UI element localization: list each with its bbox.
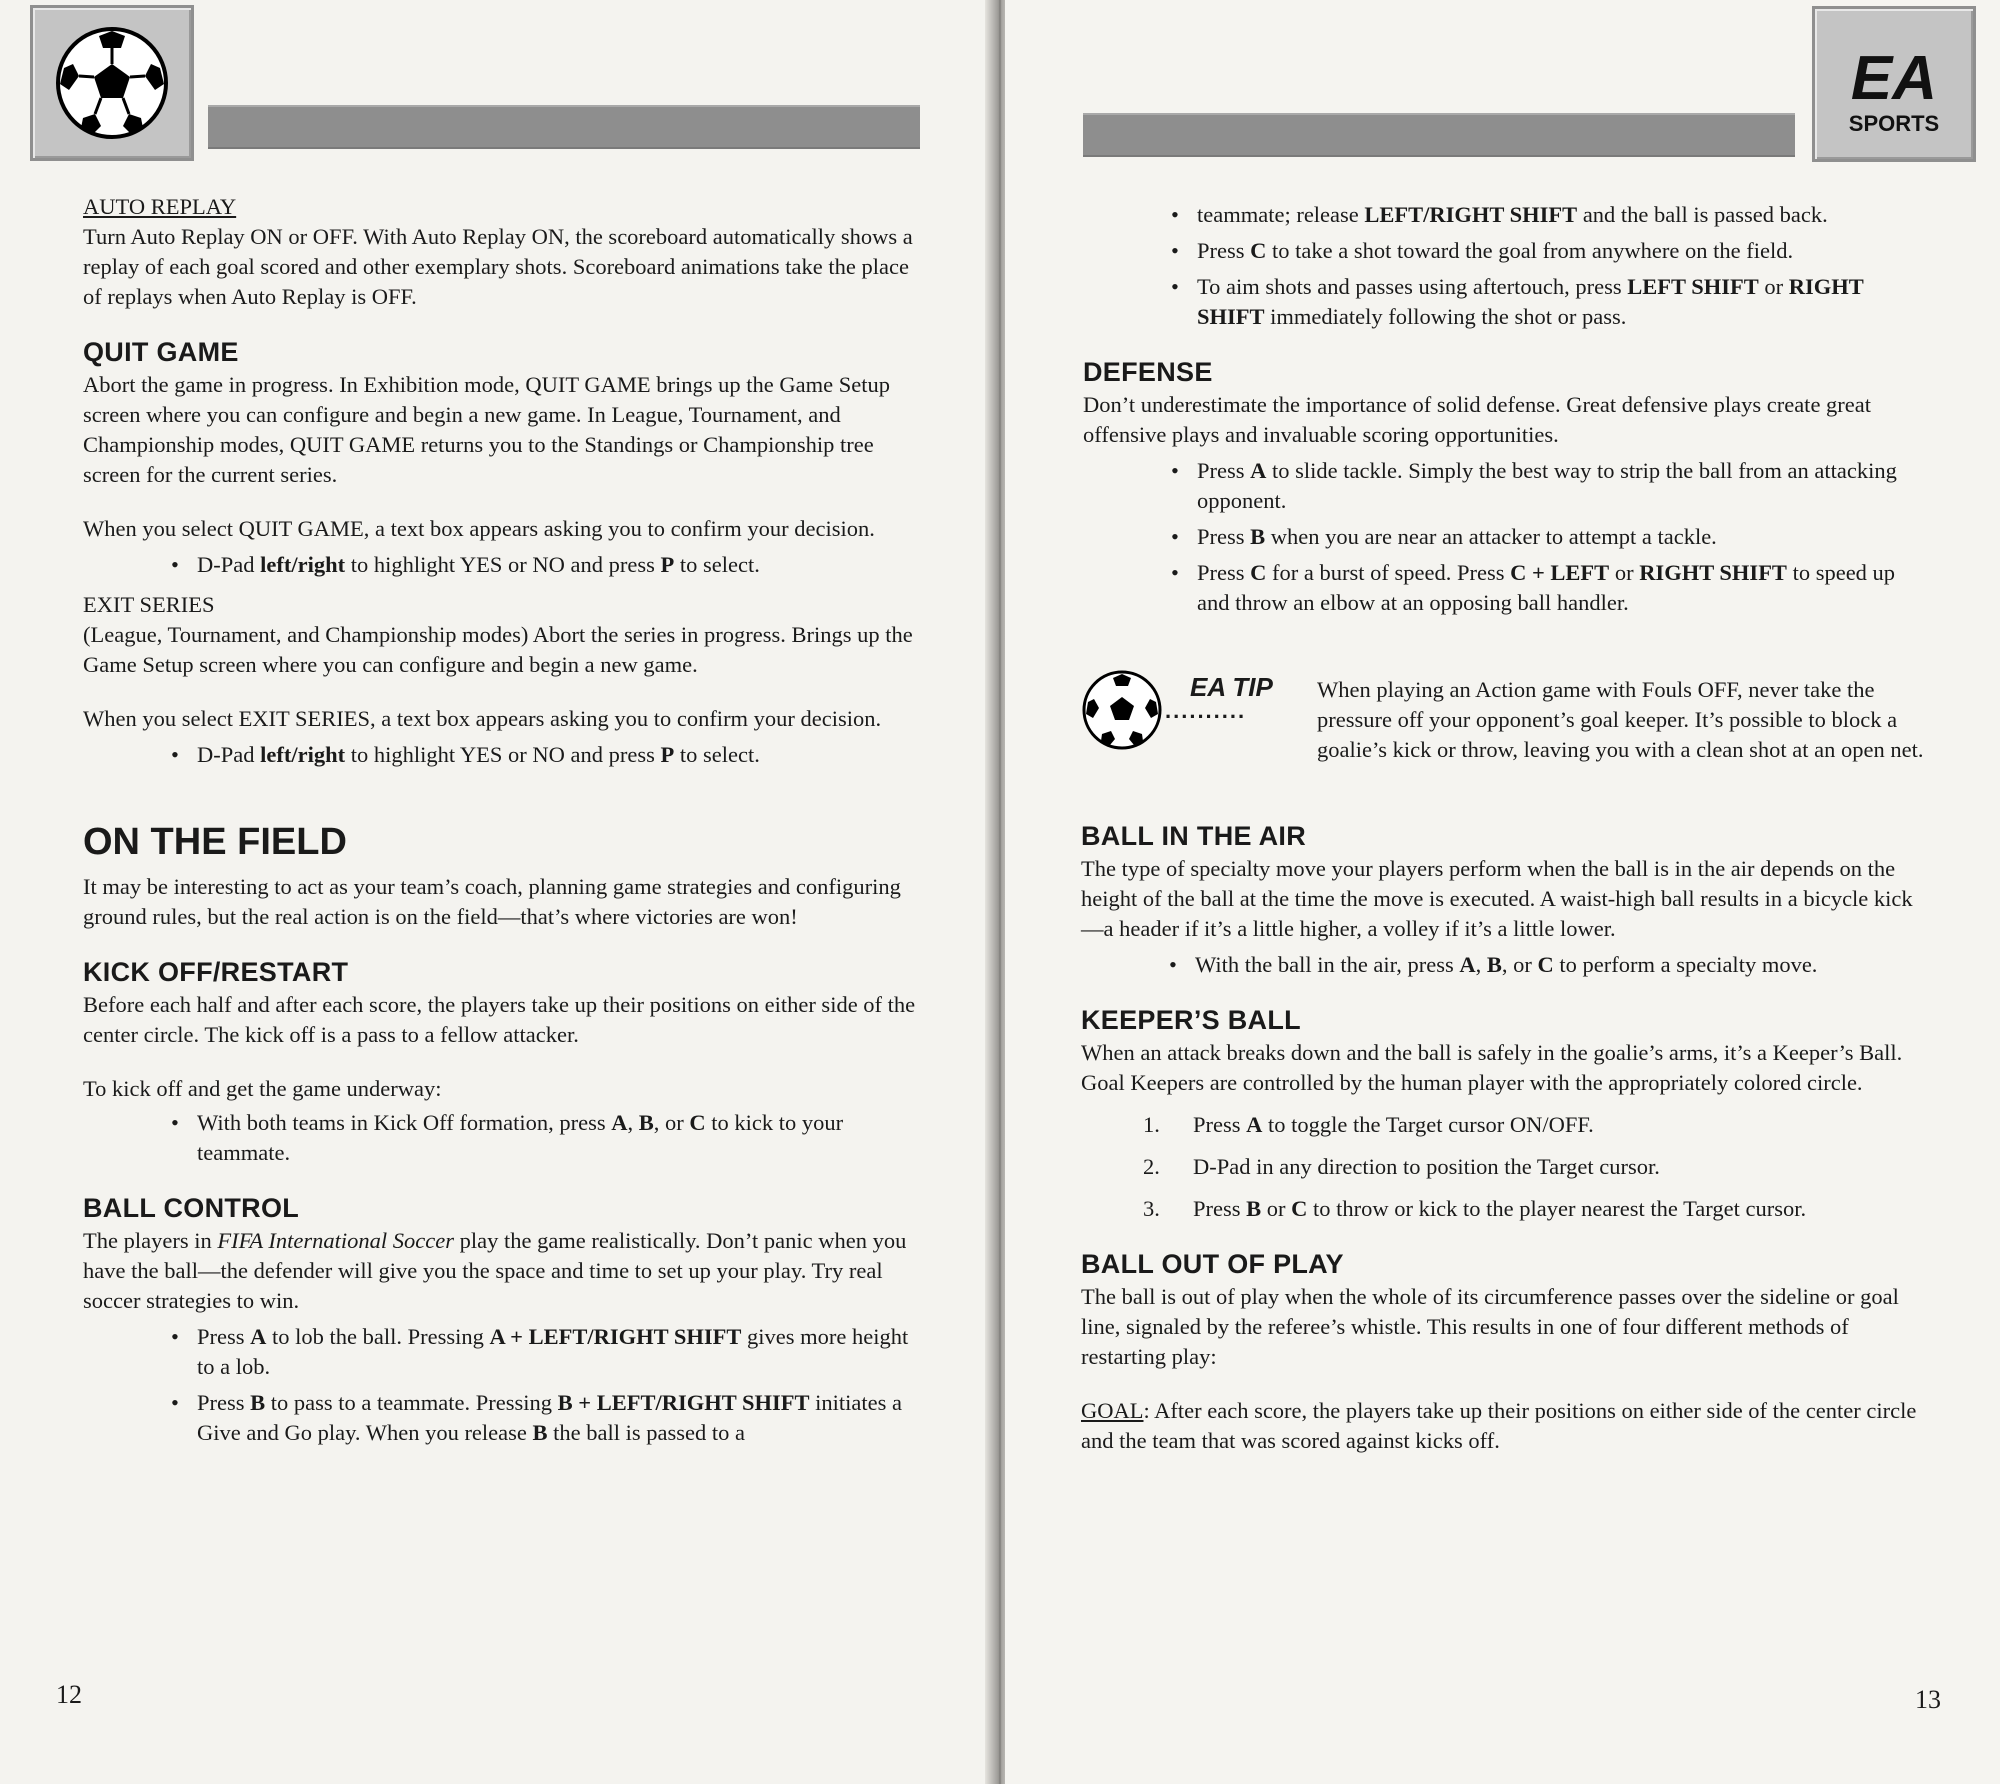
aftertouch-bullet: • To aim shots and passes using aftertouch, press LEFT SHIFT or RIGHT SHIFT immediately following the shot or pass. [1163, 272, 1913, 332]
quit-game-heading: QUIT GAME [83, 337, 239, 367]
goal-restart: GOAL: After each score, the players take up their positions on either side of the center circle and the team that was scored against kicks off. [1081, 1398, 1917, 1453]
shot-bullet: • Press C to take a shot toward the goal from anywhere on the field. [1163, 236, 1913, 266]
soccer-ball-icon [45, 18, 179, 148]
kick-off-bullet: • With both teams in Kick Off formation, press A, B, or C to kick to your teammate. [163, 1108, 928, 1168]
left-column [83, 192, 928, 1448]
keepers-ball-heading: KEEPER’S BALL [1081, 1005, 1301, 1035]
page-number-right: 13 [1915, 1685, 1941, 1714]
ea-tip-text [1317, 675, 1932, 765]
ea-logo-text: EA [1850, 44, 1938, 113]
defense-bullet-slide: • Press A to slide tackle. Simply the best way to strip the ball from an attacking opponent. [1163, 456, 1913, 516]
ball-in-air-heading: BALL IN THE AIR [1081, 821, 1306, 851]
left-page [0, 0, 995, 1784]
defense-body: Don’t underestimate the importance of solid defense. Great defensive plays create great offensive plays and invaluable scoring opportunities. [1083, 392, 1872, 447]
kick-off-intro: To kick off and get the game underway: [83, 1076, 442, 1101]
tip-soccer-ball-icon [1080, 668, 1164, 752]
ea-tip-dots: .......... [1165, 698, 1247, 723]
defense-bullet-speed: • Press C for a burst of speed. Press C + LEFT or RIGHT SHIFT to speed up and throw an elbow at an opposing ball handler. [1163, 558, 1913, 618]
quit-game-confirm: When you select QUIT GAME, a text box appears asking you to confirm your decision. [83, 516, 875, 541]
ball-control-bullet-lob: • Press A to lob the ball. Pressing A + LEFT/RIGHT SHIFT gives more height to a lob. [163, 1322, 928, 1382]
ea-sports-logo-icon [1827, 19, 1961, 149]
auto-replay-body: Turn Auto Replay ON or OFF. With Auto Replay ON, the scoreboard automatically shows a replay of each goal scored and other exemplary shots. Scoreboard animations take the place of replays when Auto Replay is OFF. [83, 224, 913, 309]
page-number-left: 12 [56, 1680, 82, 1709]
ball-in-air-bullet: • With the ball in the air, press A, B, or C to perform a specialty move. [1161, 950, 1921, 980]
sports-logo-text: SPORTS [1848, 111, 1940, 136]
ea-tip-body: When playing an Action game with Fouls OFF, never take the pressure off your opponent’s goal keeper. It’s possible to block a goalie’s kick or throw, leaving you with a clean shot at an open net. [1317, 677, 1924, 762]
keepers-step-1: 1. Press A to toggle the Target cursor ON/OFF. [1143, 1112, 1594, 1137]
exit-series-title: EXIT SERIES [83, 592, 215, 617]
header-bar [208, 105, 920, 149]
ball-in-air-body: The type of specialty move your players perform when the ball is in the air depends on the height of the ball at the time the move is executed. A waist-high ball results in a bicycle kick—a header if it’s a little higher, a volley if it’s a little lower. [1081, 856, 1913, 941]
quit-game-body: Abort the game in progress. In Exhibition mode, QUIT GAME brings up the Game Setup screen where you can configure and begin a new game. In League, Tournament, and Championship modes, QUIT GAME returns you to the Standings or Championship tree screen for the current series. [83, 372, 890, 487]
exit-series-body: (League, Tournament, and Championship modes) Abort the series in progress. Brings up the Game Setup screen where you can configure and begin a new game. [83, 622, 913, 677]
keepers-ball-body: When an attack breaks down and the ball is safely in the goalie’s arms, it’s a Keeper’s Ball. Goal Keepers are controlled by the human player with the appropriately colored circle. [1081, 1040, 1903, 1095]
ball-control-body: The players in FIFA International Soccer play the game realistically. Don’t panic when you have the ball—the defender will give you the space and time to set up your play. Try real soccer strategies to win. [83, 1228, 907, 1313]
auto-replay-title: AUTO REPLAY [83, 194, 237, 219]
ball-control-heading: BALL CONTROL [83, 1193, 300, 1223]
continuation-line: • teammate; release LEFT/RIGHT SHIFT and the ball is passed back. [1163, 200, 1913, 230]
kick-off-body: Before each half and after each score, the players take up their positions on either side of the center circle. The kick off is a pass to a fellow attacker. [83, 992, 916, 1047]
defense-bullet-tackle: • Press B when you are near an attacker to attempt a tackle. [1163, 522, 1913, 552]
on-the-field-body: It may be interesting to act as your team’s coach, planning game strategies and configuring ground rules, but the real action is on the field—that’s where victories are won! [83, 874, 901, 929]
keepers-step-3: 3. Press B or C to throw or kick to the player nearest the Target cursor. [1143, 1196, 1807, 1221]
ea-sports-logo-box [1812, 6, 1976, 162]
kick-off-heading: KICK OFF/RESTART [83, 957, 349, 987]
ball-control-bullet-pass: • Press B to pass to a teammate. Pressing B + LEFT/RIGHT SHIFT initiates a Give and Go play. When you release B the ball is passed to a [163, 1388, 928, 1448]
keepers-step-2: 2. D-Pad in any direction to position the Target cursor. [1143, 1154, 1660, 1179]
soccer-logo-box [30, 5, 194, 161]
right-page [1005, 0, 2000, 1784]
right-column-lower [1081, 820, 1921, 1456]
on-the-field-heading: ON THE FIELD [83, 821, 347, 863]
exit-series-bullet: • D-Pad left/right to highlight YES or NO and press P to select. [163, 740, 928, 770]
ball-out-heading: BALL OUT OF PLAY [1081, 1249, 1344, 1279]
ball-out-body: The ball is out of play when the whole of its circumference passes over the sideline or goal line, signaled by the referee’s whistle. This results in one of four different methods of restarting play: [1081, 1284, 1899, 1369]
header-bar [1083, 113, 1795, 157]
exit-series-confirm: When you select EXIT SERIES, a text box appears asking you to confirm your decision. [83, 706, 882, 731]
right-column [1083, 200, 1913, 618]
ea-tip-label: EA TIP [1190, 672, 1273, 702]
quit-game-bullet: • D-Pad left/right to highlight YES or NO and press P to select. [163, 550, 928, 580]
defense-heading: DEFENSE [1083, 357, 1213, 387]
